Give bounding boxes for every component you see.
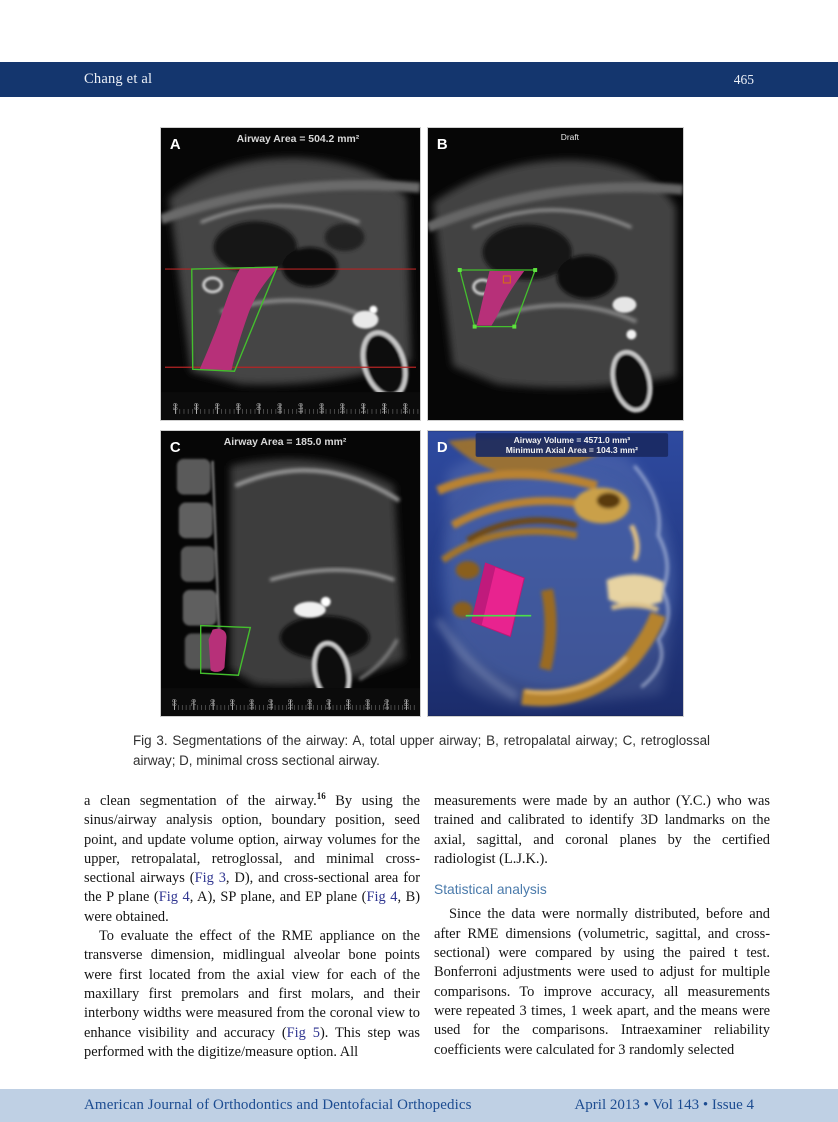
figure-5-link[interactable]: Fig 5 [286, 1024, 320, 1041]
svg-text:120: 120 [318, 403, 326, 414]
svg-text:170: 170 [384, 699, 392, 710]
ct-image-b [428, 128, 683, 420]
svg-text:110: 110 [297, 403, 305, 414]
body-paragraph: Since the data were normally distributed, before and after RME dimensions (volumetric, sagittal, and cross-sectional) were compared by using the paired t test. Bonferroni adjustments were used to adjust for multiple comparisons. To improve accuracy, all measurements were repeated 3 times, 1 week apart, and the means were used for the comparisons. Intraexaminer reliability coefficients were calculated for 3 randomly selected [434, 906, 770, 1058]
body-text: To evaluate the effect of the RME appliance on the transverse dimension, midlingual alveolar bone points were first located from the axial view for each of the maxillary first premolars and first molars, and their interbony widths were measured from the coronal view to enhance visibility and accuracy ( [84, 928, 420, 1041]
svg-text:50: 50 [172, 403, 180, 411]
header-bar [0, 62, 838, 97]
reference-superscript: 16 [316, 791, 326, 802]
svg-text:70: 70 [190, 699, 198, 707]
svg-text:100: 100 [248, 699, 256, 710]
svg-text:150: 150 [345, 699, 353, 710]
airway-area-annotation: Airway Area = 504.2 mm² [236, 134, 360, 146]
svg-text:110: 110 [268, 699, 276, 710]
svg-text:140: 140 [360, 403, 368, 414]
left-column [84, 792, 420, 1062]
panel-label: A [169, 136, 181, 153]
svg-text:130: 130 [306, 699, 314, 710]
ct-panel-b-retropalatal-airway [427, 127, 684, 421]
body-text: a clean segmentation of the airway. [84, 793, 317, 809]
figure-3-link[interactable]: Fig 3 [194, 870, 226, 887]
svg-text:70: 70 [214, 403, 222, 411]
body-text: By using the sinus/airway analysis option, boundary position, seed point, and update volume option, airway volumes for the upper, retropalatal, retroglossal, and minimal cross-sectional airways ( [84, 793, 420, 887]
airway-volume-annotation: Airway Volume = 4571.0 mm³ [513, 435, 631, 446]
volume-render-d [428, 431, 683, 716]
svg-text:90: 90 [229, 699, 237, 707]
body-paragraph [84, 792, 420, 927]
ct-anatomy [161, 158, 420, 402]
svg-text:140: 140 [326, 699, 334, 710]
body-text: , D), and cross-sectional area for the P plane ( [84, 870, 420, 906]
section-heading-statistical-analysis: Statistical analysis [434, 882, 547, 898]
footer-bar [0, 1089, 838, 1122]
body-paragraph: measurements were made by an author (Y.C.) who was trained and calibrated to identify 3D landmarks on the axial, sagittal, and coronal planes by the certified radiologist (L.J.K.). [434, 793, 770, 867]
body-paragraph [84, 927, 420, 1062]
panel-label: C [169, 439, 181, 456]
svg-text:130: 130 [339, 403, 347, 414]
svg-text:180: 180 [403, 699, 411, 710]
svg-text:60: 60 [193, 403, 201, 411]
svg-text:160: 160 [402, 403, 410, 414]
minimum-axial-area-annotation: Minimum Axial Area = 104.3 mm² [505, 444, 638, 455]
svg-text:160: 160 [364, 699, 372, 710]
svg-text:150: 150 [381, 403, 389, 414]
page-number: 465 [733, 71, 754, 87]
journal-title: American Journal of Orthodontics and Dentofacial Orthopedics [84, 1097, 472, 1113]
svg-text:100: 100 [277, 403, 285, 414]
svg-text:60: 60 [171, 699, 179, 707]
ct-panel-c-retroglossal-airway [160, 430, 421, 717]
figure-4-link[interactable]: Fig 4 [158, 889, 190, 906]
body-text: ). This step was performed with the digitize/measure option. All [84, 1024, 420, 1060]
body-text: , B) were obtained. [84, 889, 420, 925]
figure-caption: Fig 3. Segmentations of the airway: A, total upper airway; B, retropalatal airway; C, retroglossal airway; D, minimal cross sectional airway. [133, 733, 710, 768]
panel-label: B [436, 136, 448, 153]
ct-image-c [161, 431, 420, 716]
body-text: , A), SP plane, and EP plane ( [189, 889, 367, 906]
ct-image-a [161, 128, 420, 420]
svg-text:80: 80 [235, 403, 243, 411]
svg-text:80: 80 [210, 699, 218, 707]
render-panel-d-minimal-cross-section [427, 430, 684, 717]
figure-4-link[interactable]: Fig 4 [366, 889, 398, 906]
issue-info: April 2013 • Vol 143 • Issue 4 [574, 1097, 754, 1113]
panel-label: D [436, 439, 448, 456]
airway-segmentation-overlay [209, 629, 227, 672]
draft-watermark: Draft [560, 132, 580, 143]
ct-panel-a-total-upper-airway [160, 127, 421, 421]
svg-text:90: 90 [256, 403, 264, 411]
svg-text:120: 120 [287, 699, 295, 710]
running-head: Chang et al [84, 71, 153, 87]
airway-area-annotation: Airway Area = 185.0 mm² [223, 436, 347, 448]
right-column [434, 792, 770, 1060]
